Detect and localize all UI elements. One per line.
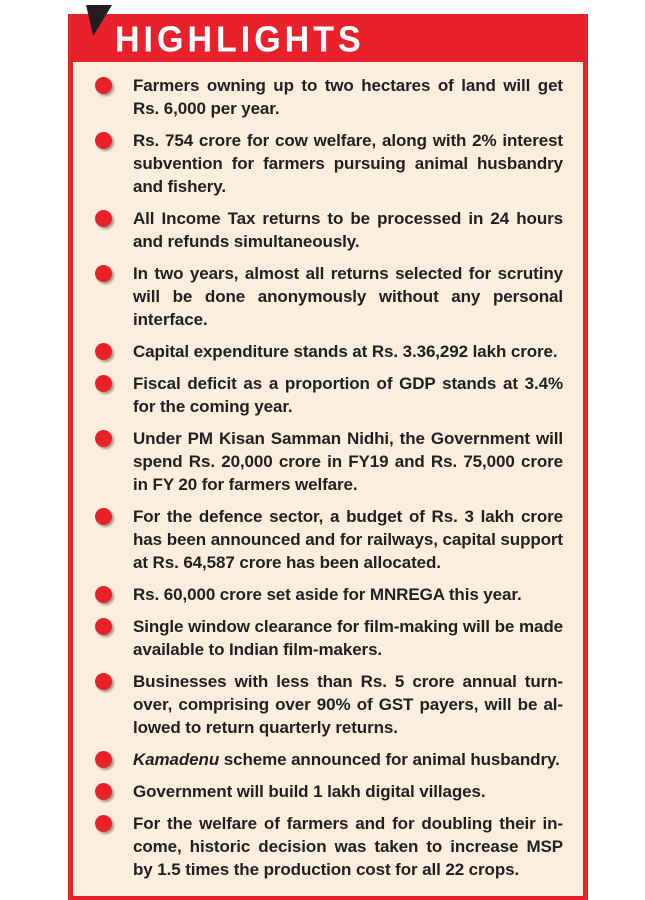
list-item-text: For the welfare of farmers and for doubling their in-come, historic decision was taken to increase MSP by 1.5 times the production cost for all 22 crops. <box>133 814 563 879</box>
list-item <box>95 74 563 120</box>
bullet-icon <box>95 673 112 690</box>
list-item-text: Capital expenditure stands at Rs. 3.36,292 lakh crore. <box>133 342 558 361</box>
bullet-icon <box>95 618 112 635</box>
list-item-text: Fiscal deficit as a proportion of GDP stands at 3.4% for the coming year. <box>133 374 563 416</box>
bullet-icon <box>95 751 112 768</box>
bullet-icon <box>95 815 112 832</box>
list-item-text: Rs. 754 crore for cow welfare, along with 2% interest subvention for farmers pursuing animal husbandry and fishery. <box>133 131 563 196</box>
list-item-text: Rs. 60,000 crore set aside for MNREGA this year. <box>133 585 522 604</box>
list-item <box>95 207 563 253</box>
list-item-text: Kamadenu scheme announced for animal husbandry. <box>133 750 560 769</box>
bullet-icon <box>95 343 112 360</box>
bullet-icon <box>95 508 112 525</box>
bullet-icon <box>95 783 112 800</box>
list-item-text: Single window clearance for film-making will be made available to Indian film-makers. <box>133 617 563 659</box>
list-item <box>95 780 563 803</box>
list-item-text: Under PM Kisan Samman Nidhi, the Government will spend Rs. 20,000 crore in FY19 and Rs. 75,000 crore in FY 20 for farmers welfare. <box>133 429 563 494</box>
list-item-text: All Income Tax returns to be processed in 24 hours and refunds simultaneously. <box>133 209 563 251</box>
list-item <box>95 670 563 739</box>
list-item-text: Farmers owning up to two hectares of land will get Rs. 6,000 per year. <box>133 76 563 118</box>
list-item <box>95 262 563 331</box>
highlights-panel <box>68 14 588 900</box>
panel-header <box>72 18 584 62</box>
list-item <box>95 505 563 574</box>
bullet-icon <box>95 375 112 392</box>
list-item <box>95 372 563 418</box>
list-item-text: In two years, almost all returns selected for scrutiny will be done anonymously without any personal interface. <box>133 264 563 329</box>
list-item-text: Businesses with less than Rs. 5 crore annual turn-over, comprising over 90% of GST payers, will be al-lowed to return quarterly returns. <box>133 672 563 737</box>
bullet-icon <box>95 77 112 94</box>
bullet-icon <box>95 430 112 447</box>
list-item <box>95 812 563 881</box>
page-title: HIGHLIGHTS <box>115 20 365 60</box>
list-item <box>95 583 563 606</box>
bullet-icon <box>95 210 112 227</box>
list-item <box>95 129 563 198</box>
list-item <box>95 427 563 496</box>
bullet-icon <box>95 586 112 603</box>
list-item <box>95 748 563 771</box>
bullet-icon <box>95 132 112 149</box>
list-item <box>95 615 563 661</box>
bullet-icon <box>95 265 112 282</box>
highlights-list <box>73 61 583 896</box>
list-item <box>95 340 563 363</box>
list-item-text: For the defence sector, a budget of Rs. 3 lakh crore has been announced and for railways, capital support at Rs. 64,587 crore has been allocated. <box>133 507 563 572</box>
list-item-text: Government will build 1 lakh digital villages. <box>133 782 486 801</box>
